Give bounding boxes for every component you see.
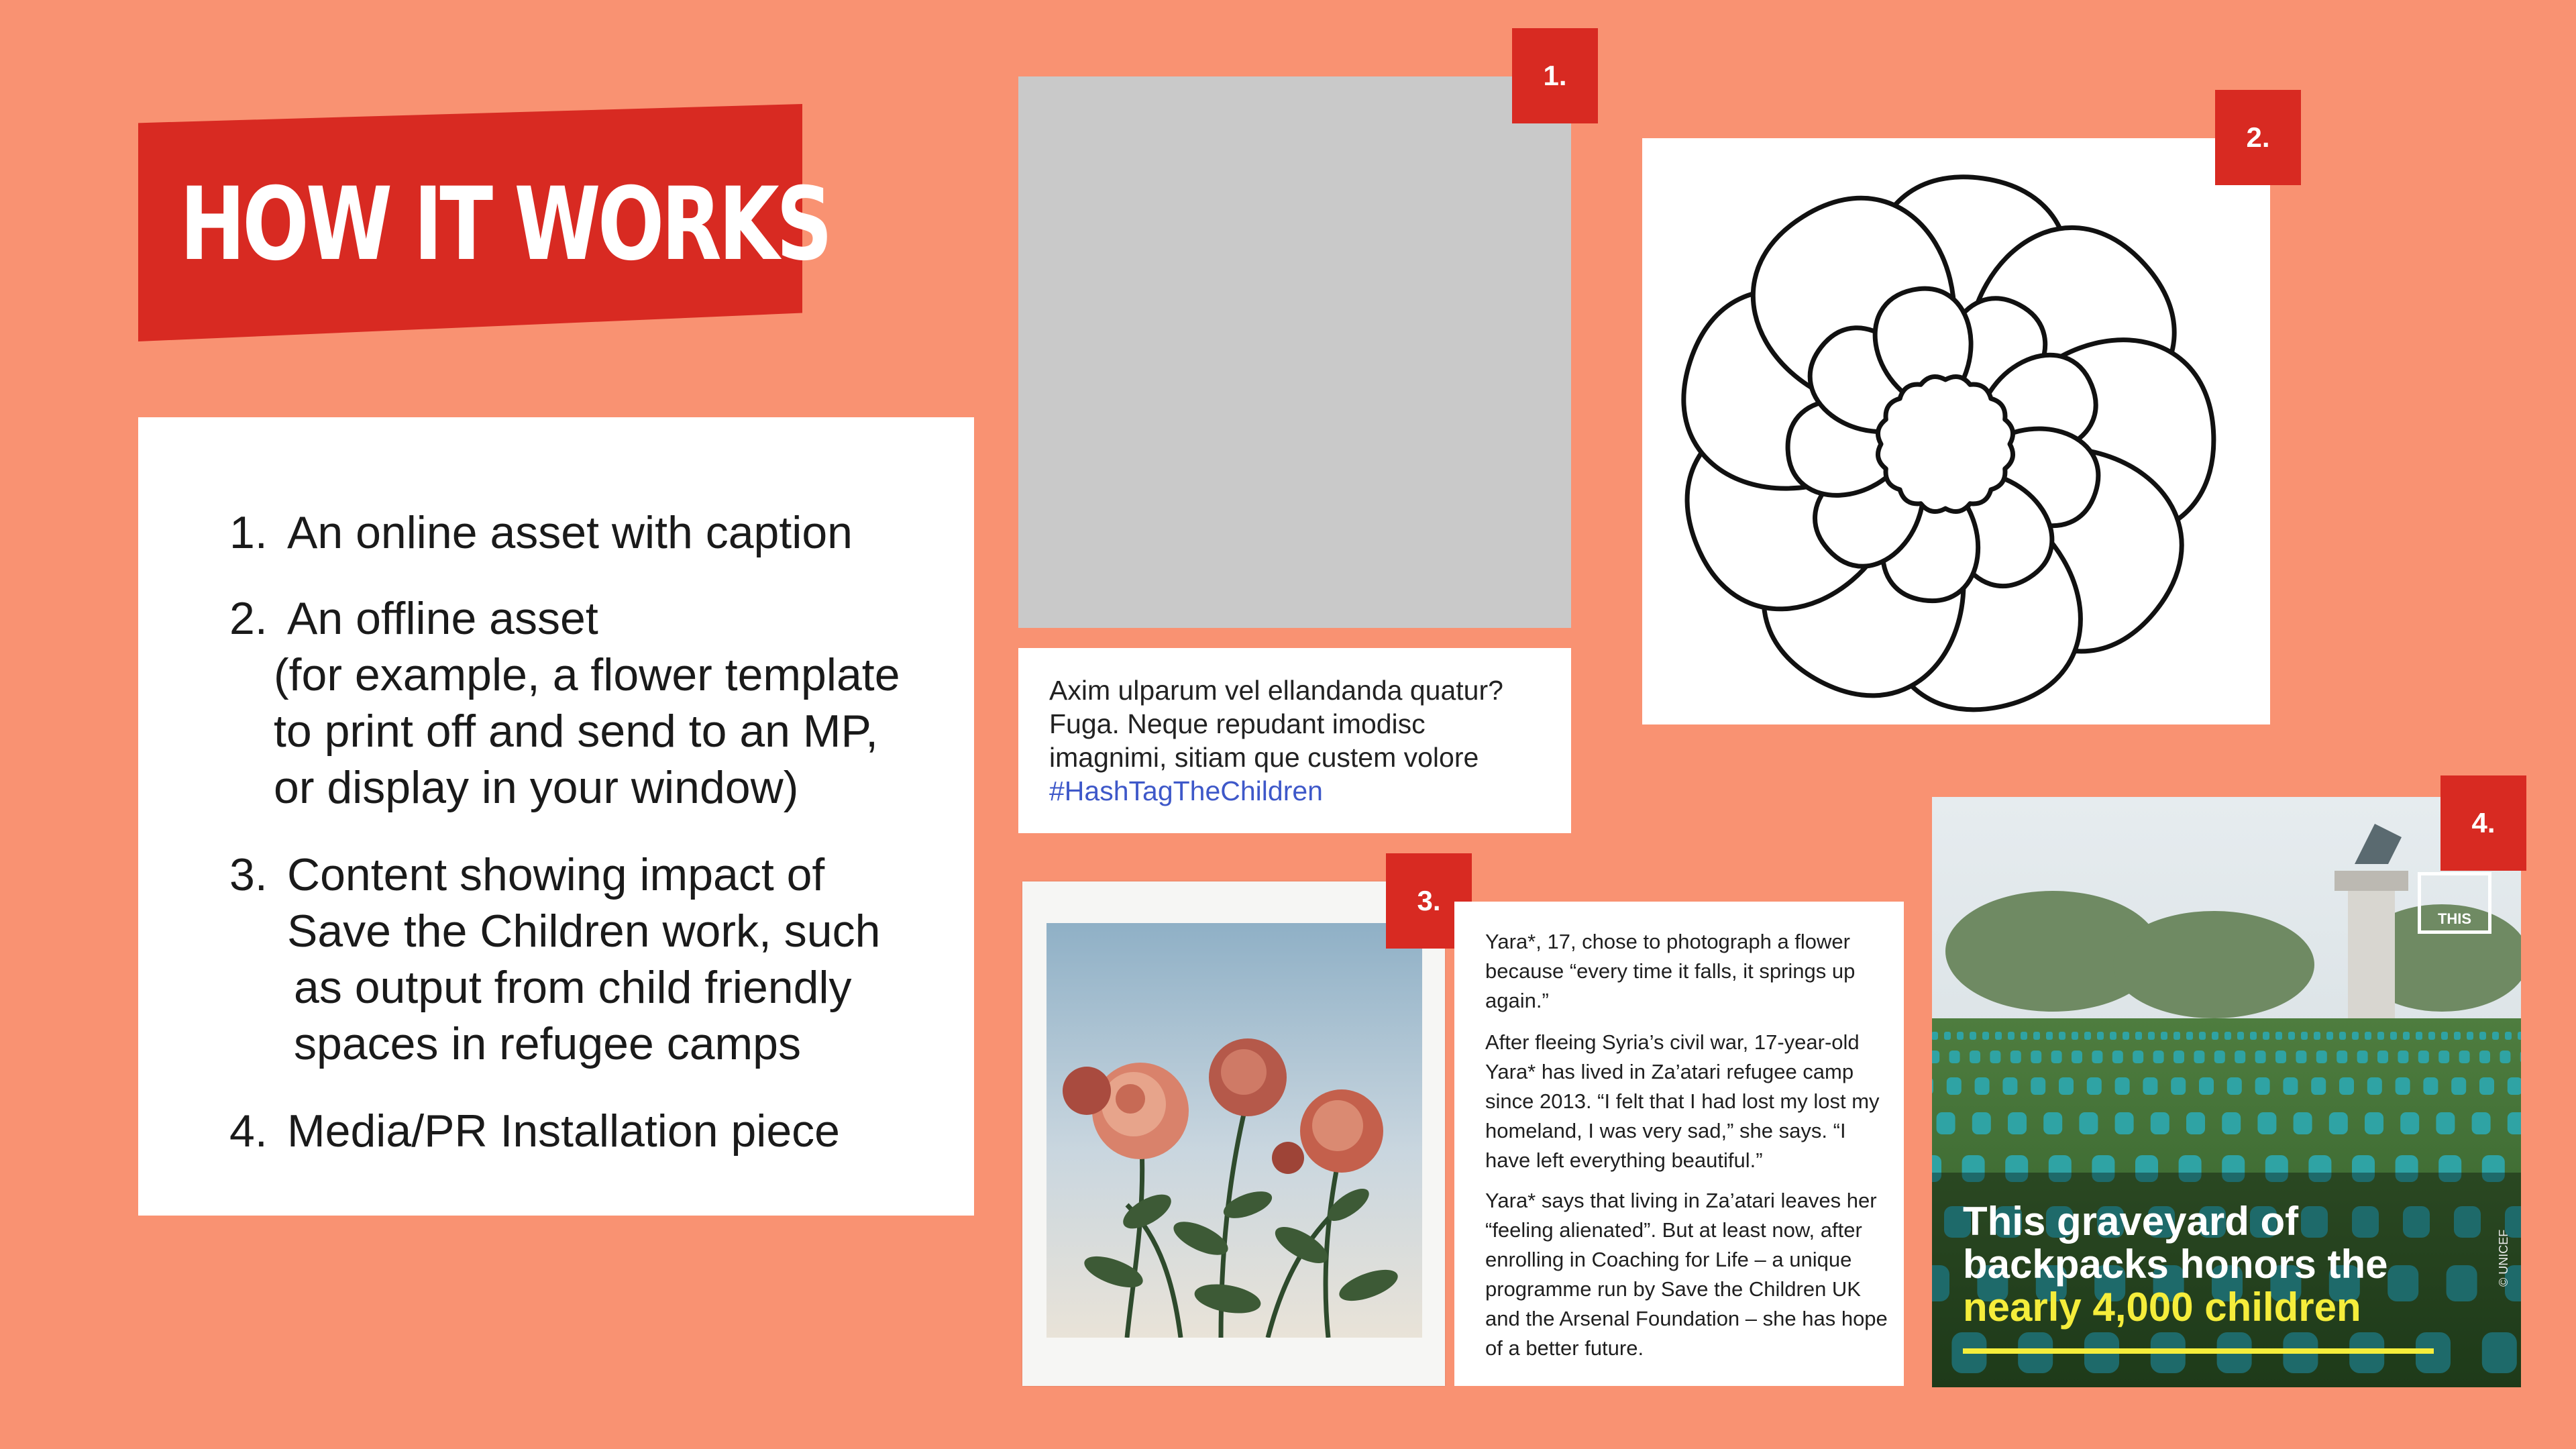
backpack-shape	[2398, 1051, 2408, 1063]
asset1-caption-card	[1018, 648, 1571, 833]
step-1	[229, 504, 853, 561]
backpack-shape	[2288, 1032, 2295, 1040]
backpack-shape	[1972, 1112, 1991, 1134]
backpack-shape	[2479, 1077, 2494, 1095]
backpack-shape	[2222, 1112, 2241, 1134]
backpack-shape	[1982, 1032, 1989, 1040]
step-number: 3.	[229, 849, 268, 900]
backpack-shape	[1970, 1051, 1980, 1063]
backpack-shape	[2459, 1051, 2470, 1063]
asset1-image-placeholder	[1018, 76, 1571, 628]
step-text: to print off and send to an MP,	[274, 706, 878, 757]
caption-line: Axim ulparum vel ellandanda quatur?	[1049, 675, 1503, 706]
backpack-shape	[2339, 1032, 2346, 1040]
step-text: An online asset with caption	[287, 507, 853, 558]
backpack-shape	[2002, 1077, 2017, 1095]
backpack-shape	[2508, 1112, 2521, 1134]
badge-2: 2.	[2215, 90, 2301, 185]
backpack-shape	[2008, 1112, 2027, 1134]
backpack-shape	[2326, 1032, 2333, 1040]
backpack-shape	[2174, 1032, 2180, 1040]
backpack-shape	[2224, 1032, 2231, 1040]
backpack-shape	[2046, 1032, 2053, 1040]
backpack-shape	[2367, 1077, 2382, 1095]
backpack-shape	[2161, 1032, 2167, 1040]
backpack-shape	[2505, 1032, 2512, 1040]
step-2	[229, 590, 900, 816]
caption-text	[1049, 674, 1559, 808]
backpack-shape	[2337, 1051, 2347, 1063]
media-installation-image	[1932, 797, 2521, 1387]
backpack-shape	[1937, 1112, 1955, 1134]
media-headline-line: This graveyard of	[1963, 1199, 2299, 1244]
backpack-shape	[2174, 1051, 2184, 1063]
backpack-shape	[2275, 1032, 2282, 1040]
step-4	[229, 1103, 840, 1159]
backpack-shape	[2508, 1077, 2521, 1095]
backpack-shape	[2479, 1032, 2486, 1040]
media-headline-underline	[1963, 1348, 2434, 1354]
backpack-shape	[1990, 1051, 2000, 1063]
flower-template-panel	[1642, 138, 2270, 724]
step-text: Media/PR Installation piece	[287, 1106, 841, 1157]
backpack-shape	[2212, 1032, 2218, 1040]
backpack-shape	[2115, 1077, 2130, 1095]
flower-center	[1878, 376, 2012, 511]
backpack-shape	[2079, 1112, 2098, 1134]
backpack-shape	[2008, 1032, 2015, 1040]
backpack-shape	[2135, 1032, 2142, 1040]
backpack-shape	[2072, 1032, 2078, 1040]
step-number: 1.	[229, 507, 268, 558]
backpack-shape	[2148, 1032, 2155, 1040]
backpack-shape	[2467, 1032, 2473, 1040]
backpack-shape	[2043, 1112, 2062, 1134]
backpack-shape	[1975, 1077, 1990, 1095]
caption-hashtag[interactable]: #HashTagTheChildren	[1049, 775, 1323, 806]
backpack-shape	[2110, 1032, 2116, 1040]
media-logo	[2418, 872, 2491, 934]
flower-outline-icon	[1642, 138, 2270, 724]
backpack-shape	[2123, 1032, 2129, 1040]
backpack-shape	[2255, 1077, 2270, 1095]
backpack-shape	[2492, 1032, 2499, 1040]
step-text: as output from child friendly	[294, 962, 852, 1013]
backpack-shape	[1947, 1077, 1962, 1095]
backpack-shape	[2237, 1032, 2244, 1040]
backpack-shape	[2033, 1032, 2040, 1040]
backpack-shape	[2451, 1077, 2466, 1095]
steps-list-card	[138, 417, 974, 1216]
backpack-shape	[1957, 1032, 1964, 1040]
media-credit: © UNICEF	[2497, 1229, 2510, 1287]
backpack-shape	[2518, 1032, 2521, 1040]
backpack-shape	[1944, 1032, 1951, 1040]
backpack-shape	[2500, 1051, 2510, 1063]
backpack-shape	[2316, 1051, 2327, 1063]
step-number: 2.	[229, 593, 268, 644]
media-logo-text: THIS	[2437, 910, 2472, 927]
backpack-shape	[2214, 1051, 2225, 1063]
backpack-shape	[2400, 1112, 2419, 1134]
roses-image-icon	[1046, 923, 1422, 1338]
backpack-shape	[2377, 1032, 2384, 1040]
story-text-panel	[1454, 902, 1904, 1386]
backpack-shape	[2235, 1051, 2245, 1063]
backpack-shape	[2479, 1051, 2490, 1063]
backpack-shape	[1932, 1051, 1939, 1063]
backpack-shape	[2263, 1032, 2269, 1040]
step-text: An offline asset	[287, 593, 598, 644]
step-text: or display in your window)	[274, 762, 799, 813]
backpack-shape	[2396, 1077, 2410, 1095]
backpack-shape	[2257, 1112, 2276, 1134]
backpack-shape	[2403, 1032, 2410, 1040]
backpack-shape	[2021, 1032, 2027, 1040]
backpack-shape	[2199, 1077, 2214, 1095]
backpack-shape	[2255, 1051, 2266, 1063]
backpack-shape	[2143, 1077, 2157, 1095]
polaroid-frame	[1022, 881, 1445, 1386]
badge-4: 4.	[2440, 775, 2526, 871]
story-paragraph-2: After fleeing Syria’s civil war, 17-year-old Yara* has lived in Za’atari refugee camp since 2013. “I felt that I had lost my lost my homeland, I was very sad,” she says. “I have left everything beautiful.”	[1485, 1030, 1880, 1172]
backpack-shape	[2436, 1112, 2455, 1134]
backpack-shape	[2084, 1032, 2091, 1040]
backpack-shape	[2059, 1077, 2074, 1095]
step-text: spaces in refugee camps	[294, 1018, 801, 1069]
backpack-shape	[1995, 1032, 2002, 1040]
page-title: HOW IT WORKS	[180, 166, 830, 283]
backpack-shape	[2454, 1032, 2461, 1040]
backpack-shape	[2051, 1051, 2062, 1063]
backpack-shape	[2186, 1112, 2205, 1134]
backpack-shape	[2199, 1032, 2206, 1040]
backpack-shape	[2357, 1051, 2368, 1063]
backpack-shape	[2151, 1112, 2169, 1134]
backpack-shape	[1970, 1032, 1976, 1040]
backpack-shape	[2010, 1051, 2021, 1063]
backpack-shape	[2171, 1077, 2186, 1095]
badge-1: 1.	[1512, 28, 1598, 123]
backpack-shape	[2294, 1112, 2312, 1134]
backpack-shape	[2227, 1077, 2242, 1095]
backpack-shape	[2186, 1032, 2193, 1040]
backpack-shape	[2072, 1051, 2082, 1063]
media-headline-line: backpacks honors the	[1963, 1242, 2388, 1287]
badge-3: 3.	[1386, 853, 1472, 949]
backpack-shape	[2352, 1032, 2359, 1040]
backpack-shape	[2365, 1032, 2371, 1040]
media-headline-highlight: nearly 4,000 children	[1963, 1285, 2361, 1330]
story-paragraph-3: Yara* says that living in Za’atari leaves her “feeling alienated”. But at least now, after enrolling in Coaching for Life – a unique programme run by Save the Children UK and the Arsenal Foundation – she has hope of a better future.	[1485, 1189, 1888, 1360]
backpack-shape	[2377, 1051, 2388, 1063]
backpack-shape	[2339, 1077, 2354, 1095]
backpack-shape	[2112, 1051, 2123, 1063]
story-paragraph-1: Yara*, 17, chose to photograph a flower because “every time it falls, it springs up again.”	[1485, 930, 1856, 1012]
backpack-shape	[2092, 1051, 2102, 1063]
backpack-shape	[2311, 1077, 2326, 1095]
backpack-shape	[2153, 1051, 2164, 1063]
backpack-shape	[2428, 1032, 2435, 1040]
step-text: (for example, a flower template	[274, 649, 900, 700]
step-text: Content showing impact of	[287, 849, 825, 900]
backpack-shape	[2059, 1032, 2065, 1040]
backpack-shape	[2441, 1032, 2448, 1040]
backpack-shape	[2097, 1032, 2104, 1040]
backpack-shape	[2031, 1077, 2045, 1095]
step-3	[229, 847, 880, 1072]
backpack-shape	[2133, 1051, 2143, 1063]
backpack-shape	[2275, 1051, 2286, 1063]
backpack-shape	[2365, 1112, 2383, 1134]
step-text: Save the Children work, such	[287, 906, 881, 957]
backpack-shape	[1932, 1032, 1938, 1040]
roses-photo	[1046, 923, 1422, 1338]
backpack-shape	[2087, 1077, 2102, 1095]
backpack-shape	[2390, 1032, 2397, 1040]
backpack-shape	[2283, 1077, 2298, 1095]
backpack-shape	[2423, 1077, 2438, 1095]
backpack-shape	[2416, 1032, 2422, 1040]
caption-line: imagnimi, sitiam que custem volore	[1049, 742, 1479, 773]
backpack-shape	[2438, 1051, 2449, 1063]
backpack-shape	[2296, 1051, 2306, 1063]
backpack-shape	[2301, 1032, 2308, 1040]
backpack-shape	[2314, 1032, 2320, 1040]
step-number: 4.	[229, 1106, 268, 1157]
backpack-shape	[2472, 1112, 2491, 1134]
backpack-shape	[2418, 1051, 2429, 1063]
backpack-shape	[2031, 1051, 2041, 1063]
backpack-shape	[2115, 1112, 2134, 1134]
backpack-shape	[2194, 1051, 2204, 1063]
backpack-shape	[2329, 1112, 2348, 1134]
caption-line: Fuga. Neque repudant imodisc	[1049, 708, 1426, 739]
backpack-shape	[2250, 1032, 2257, 1040]
backpack-shape	[1949, 1051, 1960, 1063]
